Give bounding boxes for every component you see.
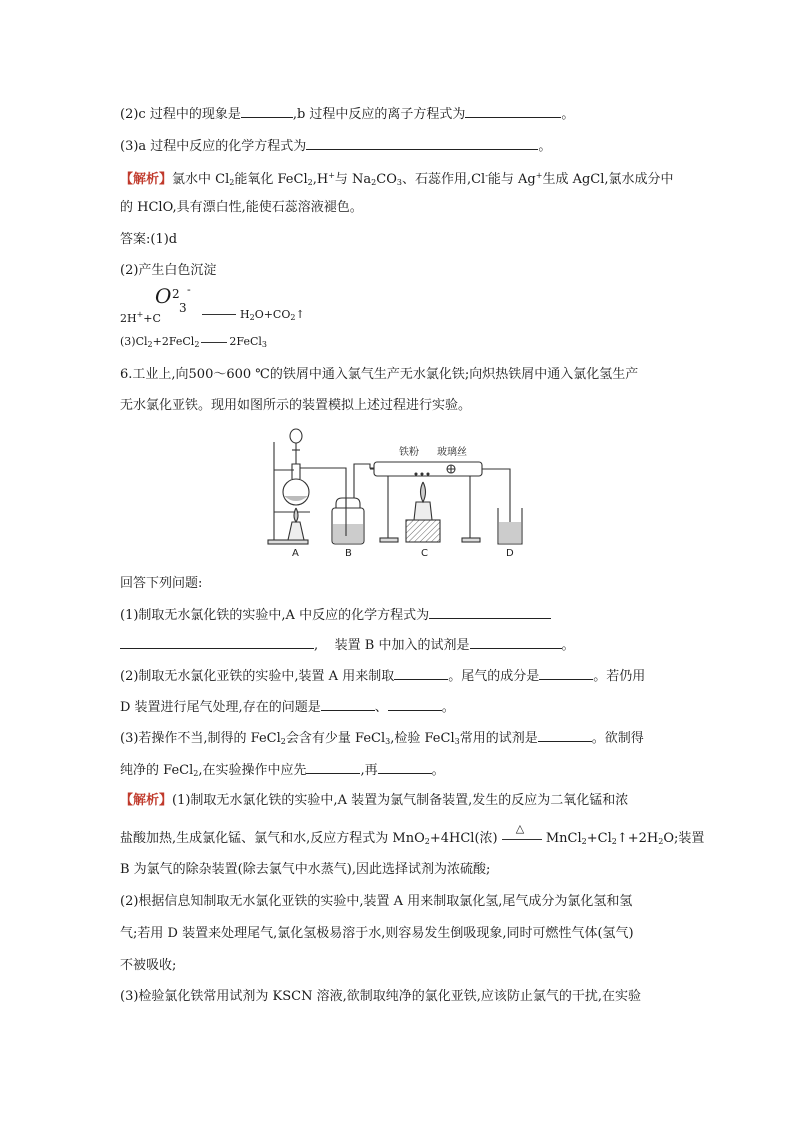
answer-blank[interactable] [539, 666, 593, 680]
label-d: D [506, 548, 514, 558]
heater-block [406, 520, 440, 542]
answer-blank[interactable] [306, 760, 360, 774]
separatory-funnel [290, 429, 302, 443]
apparatus-diagram [266, 424, 532, 558]
tube-ab [300, 468, 346, 506]
analysis-2-line1: 【解析】(1)制取无水氯化铁的实验中,A 装置为氯气制备装置,发生的反应为二氧化锰和浓 [120, 793, 629, 808]
analysis-paragraph-line2: 的 HClO,具有漂白性,能使石蕊溶液褪色。 [120, 200, 363, 215]
answer-blank[interactable] [306, 136, 538, 150]
heat-triangle-icon: △ [515, 821, 525, 835]
answer-blank[interactable] [429, 605, 551, 619]
answer-2: (2)产生白色沉淀 [120, 263, 217, 278]
burner-c [414, 502, 432, 520]
question-6-1-line1: (1)制取无水氯化铁的实验中,A 中反应的化学方程式为 [120, 605, 551, 625]
stand-base-a [268, 540, 308, 544]
analysis-tag: 【解析】 [120, 793, 173, 808]
answer-blank[interactable] [378, 760, 432, 774]
analysis-2-line3: B 为氯气的除杂装置(除去氯气中水蒸气),因此选择试剂为浓硫酸; [120, 862, 491, 877]
question-6-2-line2: D 装置进行尾气处理,存在的问题是 、 。 [120, 697, 455, 717]
analysis-tag: 【解析】 [120, 172, 173, 187]
analysis-2-line6: 不被吸收; [120, 958, 177, 973]
question-3-line: (3)a 过程中反应的化学方程式为 。 [120, 136, 551, 156]
question-6-1-line2: , 装置 B 中加入的试剂是 。 [120, 635, 575, 655]
question-6-3-line2: 纯净的 FeCl$_2$,在实验操作中应先 ,再 。 [120, 760, 445, 783]
analysis-2-line4: (2)根据信息知制取无水氯化亚铁的实验中,装置 A 用来制取氯化氢,尾气成分为氯化氢和氢 [120, 894, 633, 909]
label-b: B [345, 548, 352, 558]
glass-wool-label: 玻璃丝 [437, 447, 467, 458]
prompt: 回答下列问题: [120, 576, 203, 591]
label-a: A [292, 548, 299, 558]
question-6-line1: 6.工业上,向500～600 ℃的铁屑中通入氯气生产无水氯化铁;向炽热铁屑中通入氯化氢生产 [120, 367, 639, 382]
question-6-2-line1: (2)制取无水氯化亚铁的实验中,装置 A 用来制取 。尾气的成分是 。若仍用 [120, 666, 645, 686]
answer-blank[interactable] [470, 635, 562, 649]
burner-a [288, 522, 304, 540]
analysis-2-line2: 盐酸加热,生成氯化锰、氯气和水,反应方程式为 MnO$_2$+4HCl(浓) △ $MnCl_2+Cl_2↑+2H_2O$;装置 [120, 821, 705, 846]
answer-blank[interactable] [394, 666, 448, 680]
answer-blank[interactable] [388, 697, 442, 711]
answer-blank[interactable] [241, 104, 293, 118]
analysis-2-line7: (3)检验氯化铁常用试剂为 KSCN 溶液,欲制取纯净的氯化亚铁,应该防止氯气的干扰,在实验 [120, 989, 642, 1004]
answer-blank[interactable] [465, 104, 561, 118]
question-6-3-line1: (3)若操作不当,制得的 FeCl$_2$会含有少量 FeCl$_3$,检验 FeCl$_3$常用的试剂是 。欲制得 [120, 728, 644, 751]
analysis-2-line5: 气;若用 D 装置来处理尾气,氯化氢极易溶于水,则容易发生倒吸现象,同时可燃性气体(氢气) [120, 926, 634, 941]
answer-blank[interactable] [538, 728, 592, 742]
analysis-paragraph: 【解析】氯水中 $Cl_2$能氧化 FeCl$_2$,H+与 $Na_2CO_3$、石蕊作用,Cl-能与 Ag+生成 AgCl,氯水成分中 [120, 171, 674, 187]
answer-blank[interactable] [120, 635, 314, 649]
label-c: C [421, 548, 428, 558]
answer-1: 答案:(1)d [120, 232, 178, 247]
iron-powder-label: 铁粉 [399, 447, 419, 458]
round-flask [283, 479, 309, 505]
question-2-line: (2)c 过程中的现象是 ,b 过程中反应的离子方程式为 。 [120, 104, 574, 124]
answer-3: $(3)Cl_2+2FeCl_2$ 2FeCl$_3$ [120, 335, 267, 349]
question-6-line2: 无水氯化亚铁。现用如图所示的装置模拟上述过程进行实验。 [120, 398, 472, 413]
answer-blank[interactable] [321, 697, 375, 711]
